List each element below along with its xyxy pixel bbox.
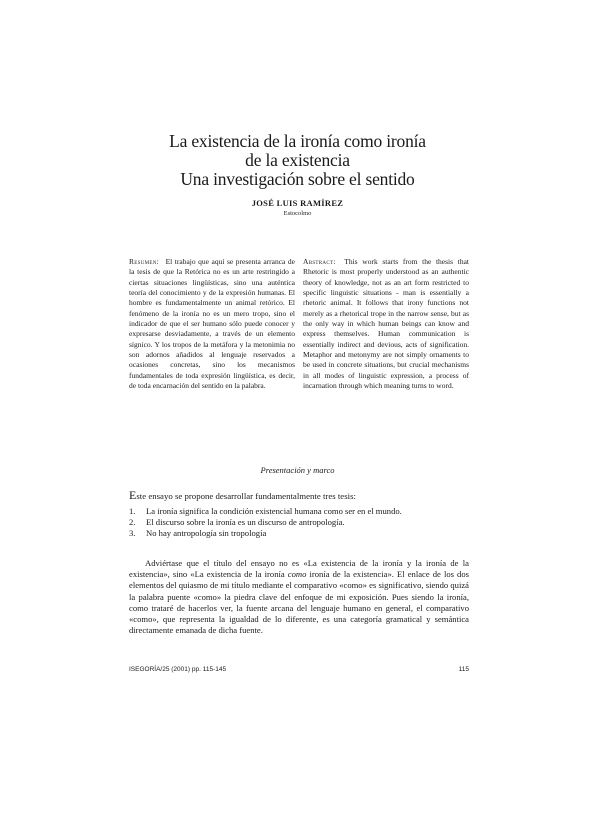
title-line-1: La existencia de la ironía como ironía xyxy=(169,131,426,151)
title-line-3: Una investigación sobre el sentido xyxy=(180,169,415,189)
list-item xyxy=(129,528,469,539)
article-title xyxy=(0,132,595,189)
abstract-english-text: This work starts from the thesis that Rhetoric is most properly understood as an authentic theory of knowledge, not as an art form restricted to specific linguistic situations - man is essentially a rhetoric animal. It follows that irony functions not merely as a rhetorical trope in the narrow sense, but as the only way in which human beings can know and express themselves. Human communication is essentially indirect and devious, acts of signification. Metaphor and metonymy are not simply ornaments to be used in concrete situations, but crucial mechanisms in all modes of linguistic expression, a process of incarnation through which meaning turns to word. xyxy=(303,257,469,391)
author-name: JOSÉ LUIS RAMÍREZ xyxy=(251,198,344,208)
journal-citation: ISEGORÍA/25 (2001) pp. 115-145 xyxy=(129,666,227,673)
list-item-number: 2. xyxy=(129,517,136,527)
paragraph-emphasis: como xyxy=(287,569,307,580)
abstract-spanish-label: Resumen: xyxy=(129,257,160,266)
section-heading: Presentación y marco xyxy=(260,465,335,475)
abstract-english-label: Abstract: xyxy=(303,257,336,266)
list-item-text: El discurso sobre la ironía es un discurso de antropología. xyxy=(146,517,345,527)
intro-text: ste ensayo se propone desarrollar fundamentalmente tres tesis: xyxy=(136,491,356,501)
page-number: 115 xyxy=(458,666,469,673)
title-line-2: de la existencia xyxy=(245,150,350,170)
list-item xyxy=(129,517,469,528)
abstract-spanish-text: El trabajo que aquí se presenta arranca de la tesis de que la Retórica no es un arte restringido a ciertas situaciones lingüísticas, sino una auténtica teoría del conocimiento y de la expresión humanas. El hombre es fundamentalmente un animal retórico. El fenómeno de la ironía no es un mero tropo, sino el indicador de que el ser humano sólo puede conocer y expresarse desviadamente, a través de un elemento sígnico. Y los tropos de la metáfora y la metonimia no son adornos añadidos al lenguaje reservados a ocasiones concretas, sino los mecanismos fundamentales de toda expresión lingüística, es decir, de toda encarnación del sentido en la palabra. xyxy=(129,257,295,391)
list-item-number: 1. xyxy=(129,506,136,516)
body-paragraph xyxy=(129,558,469,636)
theses-list xyxy=(129,506,469,539)
paragraph-part-2: ironía de la existencia». El enlace de los dos elementos del quiasmo de mi título mediante el comparativo «como» es significativo, siendo quizá la palabra puente «como» la piedra clave del enfoque de mi exposición. Pues siendo la ironía, como trataré de hacerlos ver, la fuente arcana del lenguaje humano en general, el comparativo «como», que representa la igualdad de lo diferente, es una categoría gramatical y semántica directamente emanada de dicha fuente. xyxy=(129,569,469,636)
list-item xyxy=(129,506,469,517)
page-footer xyxy=(129,666,469,678)
drop-letter: E xyxy=(129,488,137,502)
abstract-english xyxy=(303,257,469,391)
list-item-number: 3. xyxy=(129,528,136,538)
author-affiliation: Estocolmo xyxy=(283,210,312,217)
paragraph-part-1: Adviértase que el título del ensayo no es «La existencia de la ironía y la ironía de la existencia», sino «La existencia de la ironía xyxy=(129,558,469,580)
intro-sentence xyxy=(129,488,469,503)
list-item-text: La ironía significa la condición existencial humana como ser en el mundo. xyxy=(146,506,402,516)
list-item-text: No hay antropología sin tropología xyxy=(146,528,267,538)
abstract-spanish xyxy=(129,257,295,391)
